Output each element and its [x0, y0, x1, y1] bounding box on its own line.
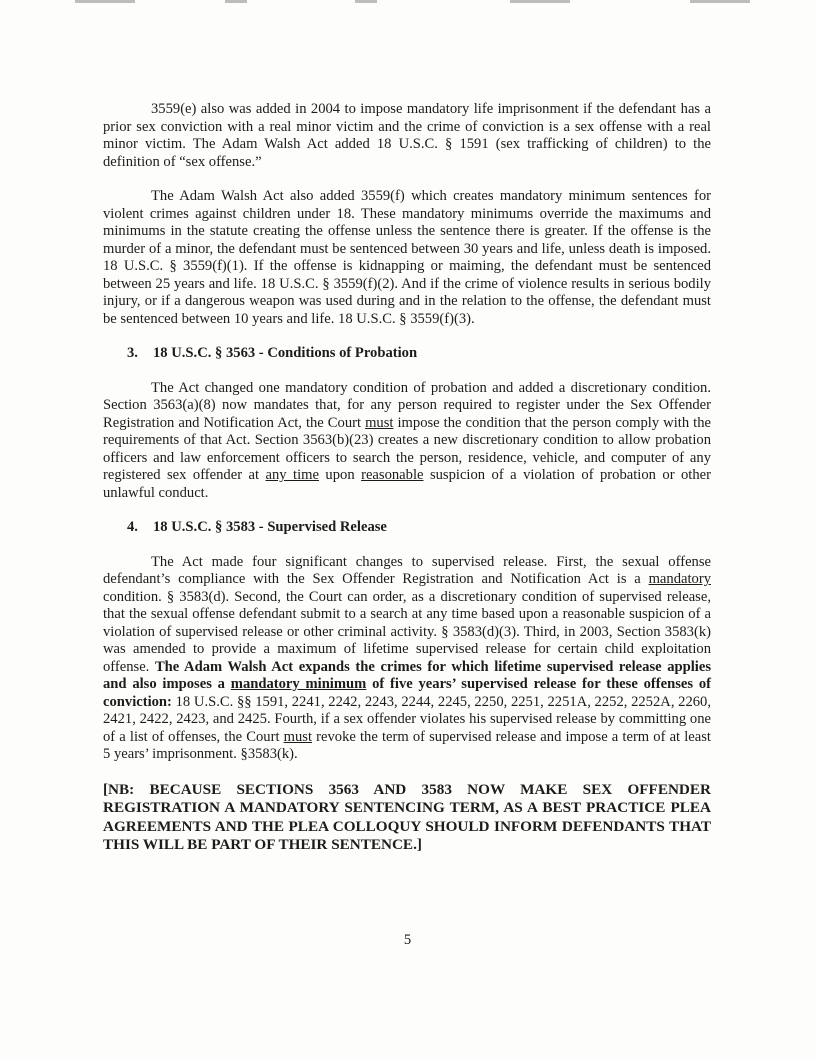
bold-run: of five years’ supervised release for these offenses of conviction:: [103, 676, 711, 710]
text-run: The Act changed one mandatory condition of probation and added a discretionary condition. Section 3563(a)(8) now mandates that, for any person required to register under the Sex Offender Registration and Notification Act, the Court: [103, 379, 711, 431]
text-run: impose the condition that the person comply with the requirements of that Act. Section 3563(b)(23) creates a new discretionary condition to allow probation officers and law enforcement officers to search the person, residence, vehicle, and computer of any registered sex offender at: [103, 414, 711, 483]
paragraph-3559e: 3559(e) also was added in 2004 to impose mandatory life imprisonment if the defendant has a prior sex conviction with a real minor victim and the crime of conviction is a sex offense with a real minor victim. The Adam Walsh Act added 18 U.S.C. § 1591 (sex trafficking of children) to the definition of “sex offense.”: [103, 101, 711, 170]
paragraph-probation: [103, 380, 711, 503]
section-4-heading: [127, 519, 711, 537]
text-run: suspicion of a violation of probation or other unlawful conduct.: [103, 467, 711, 501]
scan-mark: [355, 0, 377, 3]
underlined-must: must: [283, 728, 313, 745]
paragraph-supervised-release: [103, 554, 711, 764]
scan-mark: [225, 0, 247, 3]
text-run: upon: [318, 467, 362, 483]
scan-mark: [510, 0, 570, 3]
text-run: 18 U.S.C. §§ 1591, 2241, 2242, 2243, 2244, 2245, 2250, 2251, 2251A, 2252, 2252A, 2260, 2421, 2422, 2423, and 2425. Fourth, if a sex offender violates his supervised release by committing one of a list of offenses, the Court: [103, 693, 711, 745]
scan-edge-marks: [0, 0, 815, 8]
section-4-title: 18 U.S.C. § 3583 - Supervised Release: [153, 519, 387, 535]
scan-mark: [75, 0, 135, 3]
text-run: revoke the term of supervised release and impose a term of at least 5 years’ imprisonment. §3583(k).: [103, 728, 711, 762]
underlined-mandatory: mandatory: [648, 571, 711, 587]
paragraph-3559f: The Adam Walsh Act also added 3559(f) which creates mandatory minimum sentences for violent crimes against children under 18. These mandatory minimums override the maximums and minimums in the statute creating the offense unless the sentence there is greater. If the offense is the murder of a minor, the defendant must be sentenced between 30 years and life, unless death is imposed. 18 U.S.C. § 3559(f)(1). If the offense is kidnapping or maiming, the defendant must be sentenced between 25 years and life. 18 U.S.C. § 3559(f)(2). And if the crime of violence results in serious bodily injury, or if a dangerous weapon was used during and in the relation to the offense, the defendant must be sentenced between 10 years and life. 18 U.S.C. § 3559(f)(3).: [103, 188, 711, 327]
underlined-must: must: [365, 414, 394, 431]
underlined-reasonable: reasonable: [361, 467, 424, 483]
section-3-number: 3.: [127, 345, 138, 361]
bold-underlined-mandatory-minimum: mandatory minimum: [230, 676, 367, 692]
bold-run: The Adam Walsh Act expands the crimes for which lifetime supervised release applies and also imposes a: [103, 658, 711, 692]
text-run: condition. § 3583(d). Second, the Court can order, as a discretionary condition of supervised release, that the sexual offense defendant submit to a search at any time based upon a reasonable suspicion of a violation of supervised release or other criminal activity. § 3583(d)(3). Third, in 2003, Section 3583(k) was amended to provide a maximum of lifetime supervised release for certain child exploitation offense.: [103, 588, 711, 675]
text-run: The Act made four significant changes to supervised release. First, the sexual offense defendant’s compliance with the Sex Offender Registration and Notification Act is a: [103, 553, 711, 587]
section-4-number: 4.: [127, 519, 138, 535]
nb-note: [NB: BECAUSE SECTIONS 3563 AND 3583 NOW MAKE SEX OFFENDER REGISTRATION A MANDATORY SENTENCING TERM, AS A BEST PRACTICE PLEA AGREEMENTS AND THE PLEA COLLOQUY SHOULD INFORM DEFENDANTS THAT THIS WILL BE PART OF THEIR SENTENCE.]: [103, 780, 711, 853]
section-3-heading: [127, 345, 711, 363]
section-3-title: 18 U.S.C. § 3563 - Conditions of Probation: [153, 345, 418, 361]
page-number: 5: [403, 932, 412, 948]
scan-mark: [690, 0, 750, 3]
document-page: [103, 101, 711, 855]
underlined-any-time: any time: [265, 467, 319, 483]
